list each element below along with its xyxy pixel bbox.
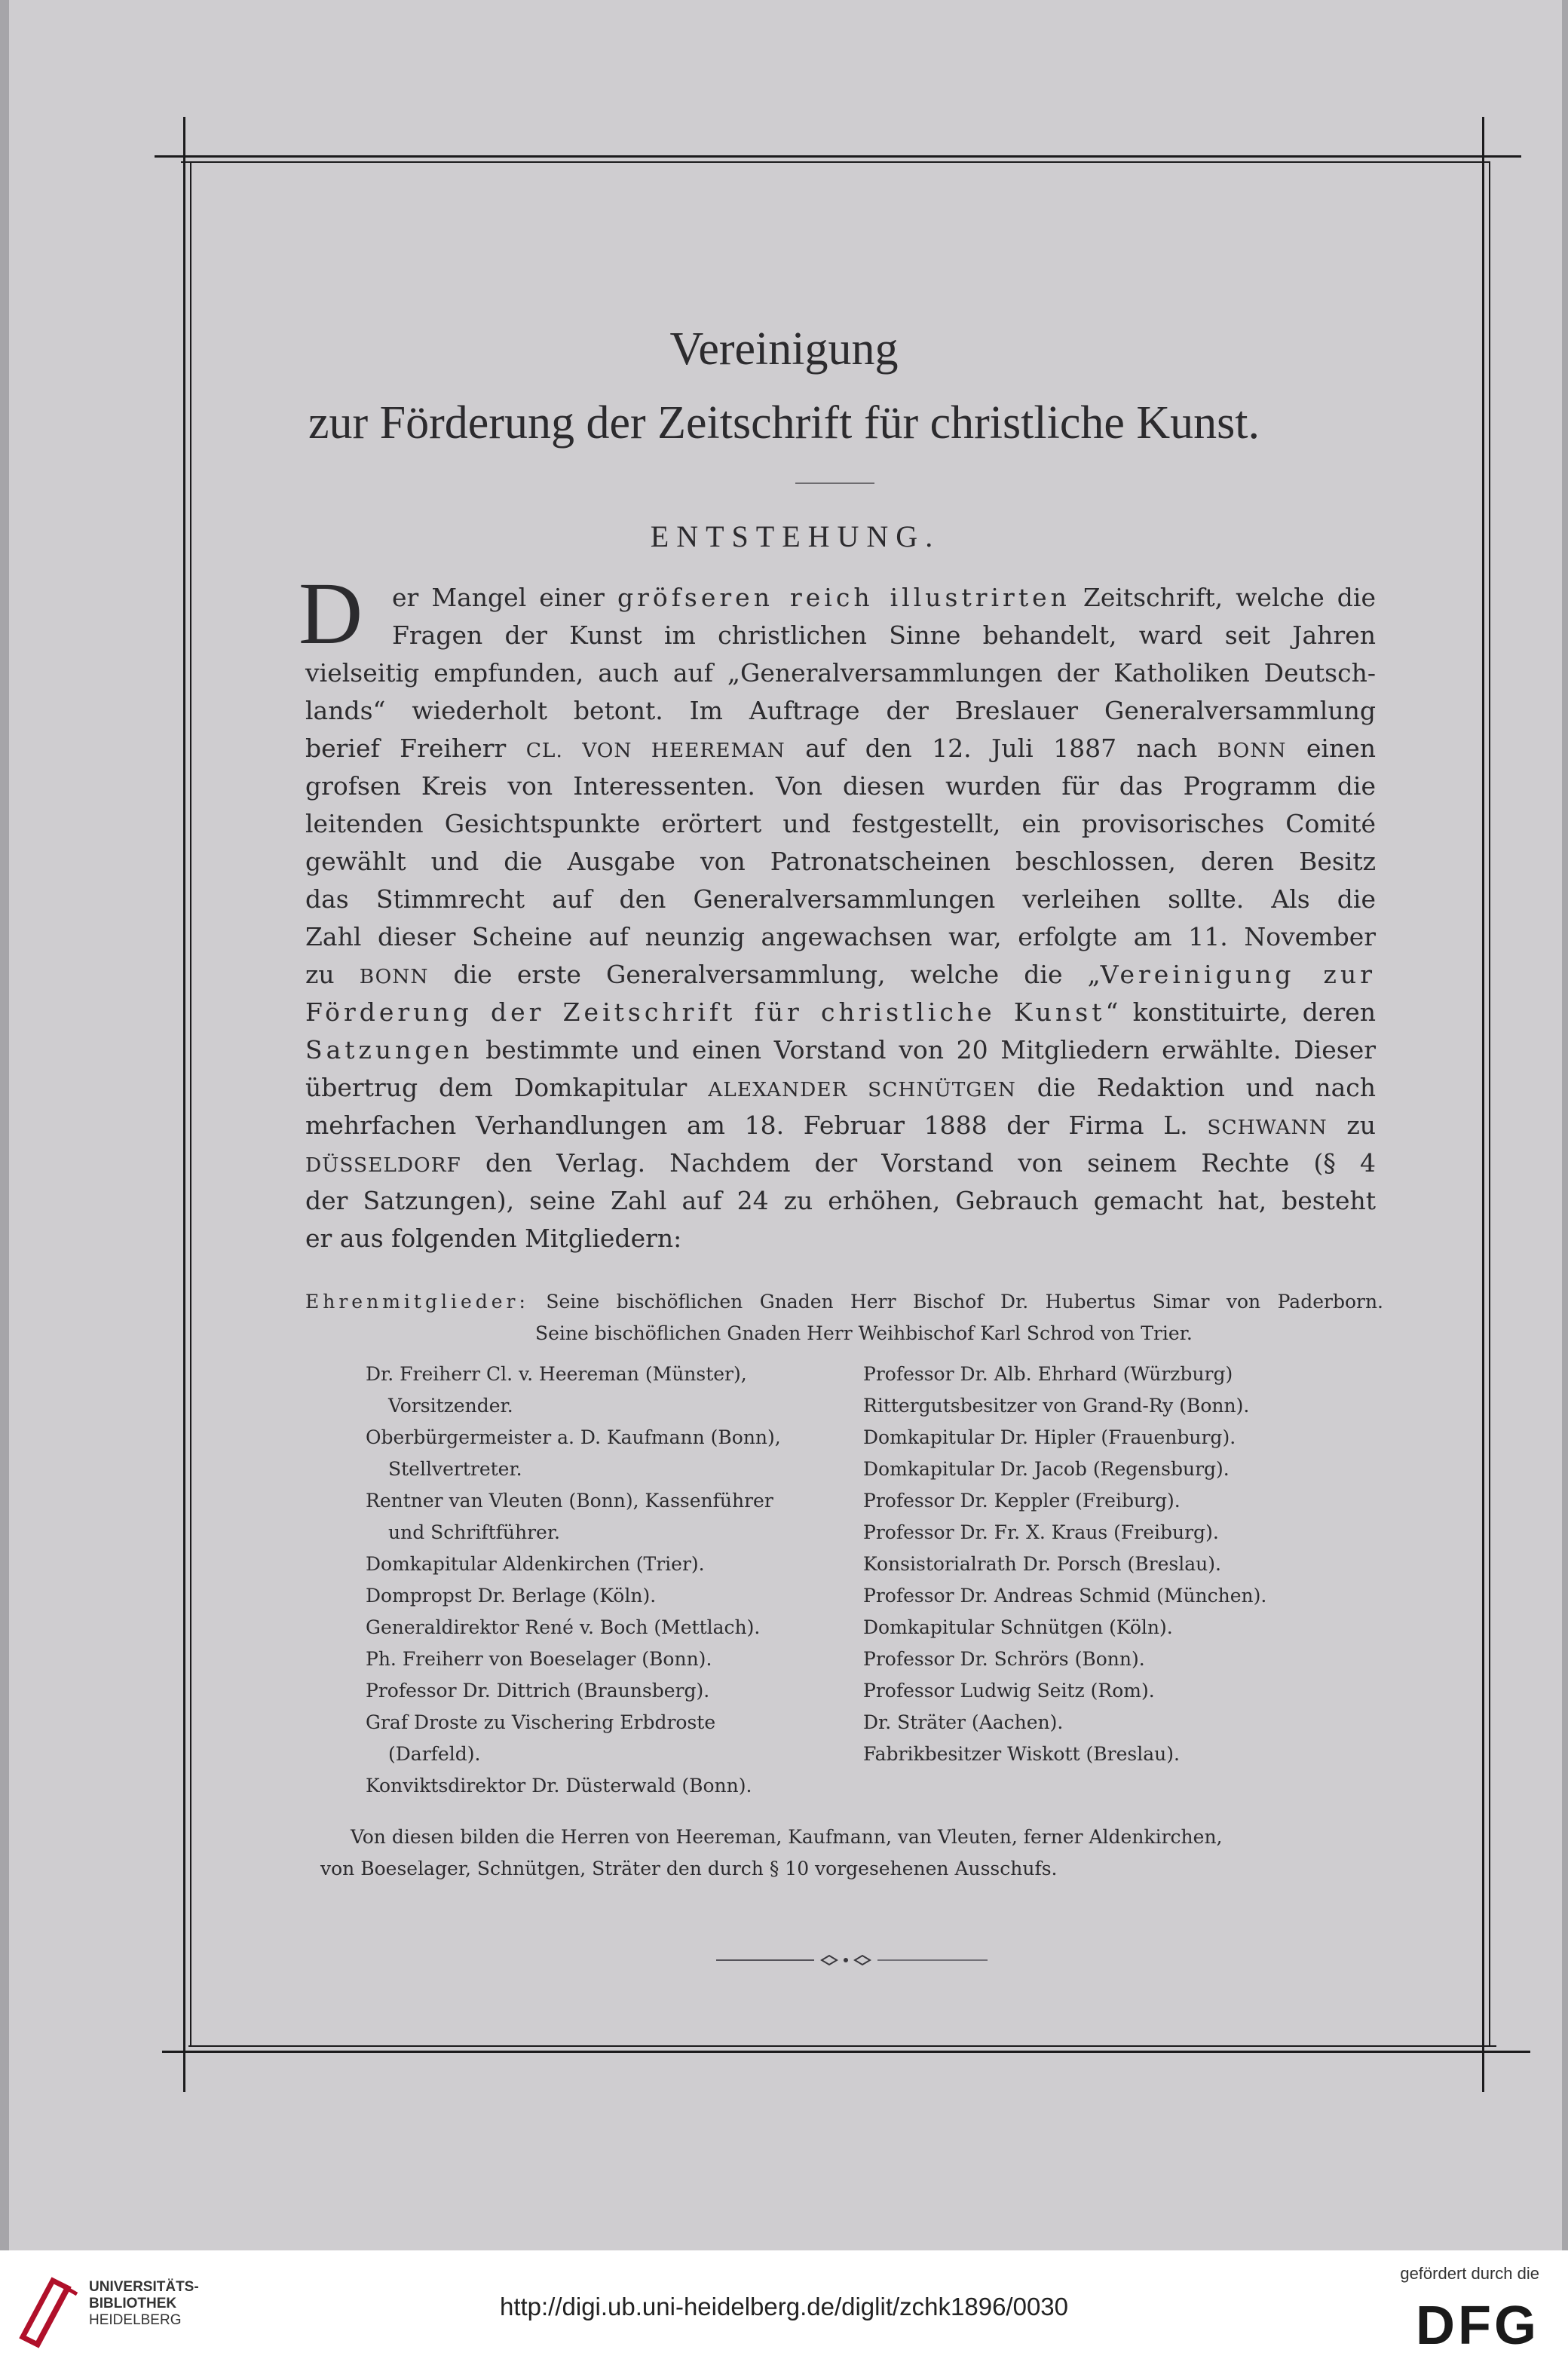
member-entry: Professor Dr. Alb. Ehrhard (Würzburg) (863, 1363, 1233, 1385)
dfg-logo: DFG (1416, 2296, 1539, 2356)
drop-cap: D (299, 564, 363, 663)
section-heading: ENTSTEHUNG. (650, 519, 941, 553)
closing-note (305, 1821, 1383, 1885)
member-entry: Professor Dr. Schrörs (Bonn). (863, 1648, 1145, 1670)
body-line: der Satzungen), seine Zahl auf 24 zu erhöhen, Gebrauch gemacht hat, besteht (305, 1186, 1376, 1215)
member-entry: Professor Dr. Keppler (Freiburg). (863, 1490, 1181, 1512)
title-separator (795, 482, 874, 484)
member-entry: Professor Ludwig Seitz (Rom). (863, 1680, 1155, 1702)
frame-bottom-rule (162, 2051, 1530, 2053)
member-entry: Domkapitular Schnütgen (Köln). (863, 1616, 1173, 1638)
body-line: DÜSSELDORF den Verlag. Nachdem der Vorstand von seinem Rechte (§ 4 (305, 1148, 1376, 1178)
member-entry: Graf Droste zu Vischering Erbdroste (366, 1711, 716, 1733)
member-entry: Professor Dr. Dittrich (Braunsberg). (366, 1680, 710, 1702)
end-ornament (716, 1949, 988, 1971)
members-left-column (366, 1359, 848, 1802)
body-line: Zahl dieser Scheine auf neunzig angewachsen war, erfolgte am 11. November (305, 922, 1376, 951)
member-entry: Vorsitzender. (388, 1395, 513, 1417)
member-entry: Stellvertreter. (388, 1458, 522, 1480)
member-entry: Domkapitular Aldenkirchen (Trier). (366, 1553, 705, 1575)
body-line: er Mangel einer gröfseren reich illustrirten Zeitschrift, welche die (392, 583, 1376, 612)
member-entry: Konsistorialrath Dr. Porsch (Breslau). (863, 1553, 1221, 1575)
body-line: lands“ wiederholt betont. Im Auftrage der Breslauer Generalversammlung (305, 696, 1376, 725)
frame-top-rule (155, 155, 1521, 158)
member-entry: Domkapitular Dr. Jacob (Regensburg). (863, 1458, 1230, 1480)
member-entry: Dr. Freiherr Cl. v. Heereman (Münster), (366, 1363, 747, 1385)
body-line: übertrug dem Domkapitular ALEXANDER SCHNÜTGEN die Redaktion und nach (305, 1073, 1376, 1102)
body-line: gewählt und die Ausgabe von Patronatscheinen beschlossen, deren Besitz (305, 847, 1376, 876)
honorary-label: Ehrenmitglieder: (305, 1291, 529, 1313)
body-line: das Stimmrecht auf den Generalversammlungen verleihen sollte. Als die (305, 884, 1376, 914)
body-line: vielseitig empfunden, auch auf „Generalversammlungen der Katholiken Deutsch- (305, 658, 1376, 688)
title-line-1: Vereinigung (669, 323, 899, 375)
body-line: grofsen Kreis von Interessenten. Von diesen wurden für das Programm die (305, 771, 1376, 801)
honorary-member-2: Seine bischöflichen Gnaden Herr Weihbischof Karl Schrod von Trier. (535, 1322, 1193, 1344)
body-line: zu BONN die erste Generalversammlung, welche die „Vereinigung zur (305, 960, 1376, 989)
honorary-members (305, 1286, 1383, 1349)
member-entry: Dr. Sträter (Aachen). (863, 1711, 1064, 1733)
member-entry: Professor Dr. Fr. X. Kraus (Freiburg). (863, 1521, 1219, 1543)
member-entry: Professor Dr. Andreas Schmid (München). (863, 1585, 1267, 1607)
body-line: Förderung der Zeitschrift für christliche Kunst“ konstituirte, deren (305, 997, 1376, 1027)
member-entry: Rittergutsbesitzer von Grand-Ry (Bonn). (863, 1395, 1250, 1417)
member-entry: Fabrikbesitzer Wiskott (Breslau). (863, 1743, 1180, 1765)
member-entry: und Schriftführer. (388, 1521, 560, 1543)
member-entry: Domkapitular Dr. Hipler (Frauenburg). (863, 1426, 1236, 1448)
body-line: leitenden Gesichtspunkte erörtert und festgestellt, ein provisorisches Comité (305, 809, 1376, 838)
member-entry: Oberbürgermeister a. D. Kaufmann (Bonn), (366, 1426, 781, 1448)
footer-bar (0, 2250, 1568, 2368)
body-line: Satzungen bestimmte und einen Vorstand von 20 Mitgliedern erwählte. Dieser (305, 1035, 1376, 1065)
body-line: Fragen der Kunst im christlichen Sinne behandelt, ward seit Jahren (392, 620, 1376, 650)
frame-top-rule-inner (181, 161, 1489, 163)
member-entry: Rentner van Vleuten (Bonn), Kassenführer (366, 1490, 773, 1512)
member-entry: Generaldirektor René v. Boch (Mettlach). (366, 1616, 761, 1638)
member-entry: Ph. Freiherr von Boeselager (Bonn). (366, 1648, 712, 1670)
funding-label: gefördert durch die (1400, 2264, 1539, 2283)
honorary-member-1: Seine bischöflichen Gnaden Herr Bischof Dr. Hubertus Simar von Paderborn. (546, 1291, 1383, 1313)
library-name: UNIVERSITÄTS- BIBLIOTHEK HEIDELBERG (89, 2279, 199, 2328)
body-line: mehrfachen Verhandlungen am 18. Februar 1888 der Firma L. SCHWANN zu (305, 1110, 1376, 1140)
member-entry: Konviktsdirektor Dr. Düsterwald (Bonn). (366, 1775, 752, 1797)
body-paragraph (305, 579, 1376, 1258)
members-right-column (863, 1359, 1361, 1770)
title-line-2: zur Förderung der Zeitschrift für christliche Kunst. (308, 397, 1260, 449)
body-line: berief Freiherr CL. VON HEEREMAN auf den 12. Juli 1887 nach BONN einen (305, 734, 1376, 763)
closing-line-1: Von diesen bilden die Herren von Heereman, Kaufmann, van Vleuten, ferner Aldenkirchen, (351, 1826, 1223, 1848)
permalink-url[interactable]: http://digi.ub.uni-heidelberg.de/diglit/zchk1896/0030 (499, 2293, 1069, 2321)
member-entry: Dompropst Dr. Berlage (Köln). (366, 1585, 657, 1607)
frame-bottom-rule-inner (188, 2045, 1496, 2047)
member-entry: (Darfeld). (388, 1743, 481, 1765)
body-line: er aus folgenden Mitgliedern: (305, 1224, 682, 1253)
closing-line-2: von Boeselager, Schnütgen, Sträter den durch § 10 vorgesehenen Ausschufs. (320, 1858, 1058, 1879)
